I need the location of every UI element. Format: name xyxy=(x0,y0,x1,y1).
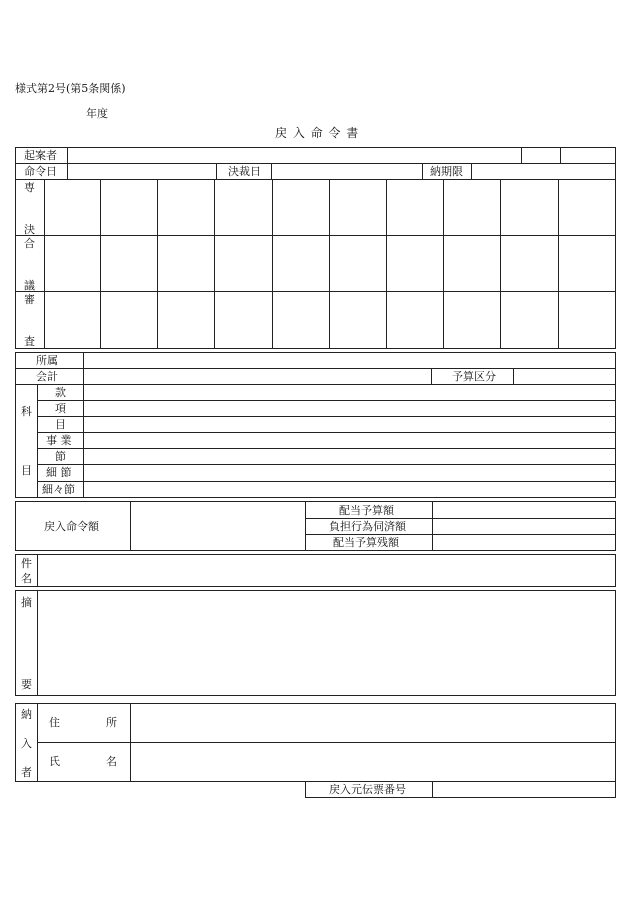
you-char: 要 xyxy=(21,678,32,691)
form-number: 様式第2号(第5条関係) xyxy=(15,82,126,95)
affiliation-label: 所属 xyxy=(36,354,58,367)
saisetsu-label: 細 節 xyxy=(46,466,72,479)
gou-char: 合 xyxy=(24,237,35,250)
col-divider xyxy=(216,163,217,179)
drafter-extra-field-2[interactable] xyxy=(561,148,615,163)
name-field[interactable] xyxy=(131,743,615,781)
budget-category-field[interactable] xyxy=(514,369,615,384)
saisaisetsu-field[interactable] xyxy=(84,482,615,497)
row-divider xyxy=(15,179,616,180)
decision-date-field[interactable] xyxy=(272,164,421,179)
sha-char: 者 xyxy=(21,766,32,779)
kou-field[interactable] xyxy=(84,401,615,416)
col-divider xyxy=(422,163,423,179)
subject-field[interactable] xyxy=(38,555,615,586)
slip-number-label: 戻入元伝票番号 xyxy=(329,783,406,796)
teki-char: 摘 xyxy=(21,596,32,609)
stamp-col-divider xyxy=(329,179,330,349)
remaining-field[interactable] xyxy=(433,535,615,550)
document-title: 戻 入 命 令 書 xyxy=(275,126,360,140)
saisetsu-field[interactable] xyxy=(84,465,615,480)
ken-char: 件 xyxy=(21,557,32,570)
deadline-label: 納期限 xyxy=(430,165,463,178)
stamp-col-divider xyxy=(386,179,387,349)
sa-char: 査 xyxy=(24,335,35,348)
stamp-col-divider xyxy=(558,179,559,349)
committed-label: 負担行為伺済額 xyxy=(329,520,406,533)
setsu-label: 節 xyxy=(55,450,66,463)
row-divider xyxy=(44,235,616,236)
allocated-budget-label: 配当予算額 xyxy=(339,504,394,517)
order-amount-label: 戻入命令額 xyxy=(44,520,99,533)
col-divider xyxy=(431,368,432,384)
drafter-label: 起案者 xyxy=(24,149,57,162)
decision-date-label: 決裁日 xyxy=(228,165,261,178)
accounting-field[interactable] xyxy=(84,369,430,384)
shin-char: 審 xyxy=(24,293,35,306)
stamp-col-divider xyxy=(500,179,501,349)
order-amount-field[interactable] xyxy=(131,502,304,550)
jigyou-label: 事 業 xyxy=(46,434,72,447)
row-divider xyxy=(15,291,616,292)
gi-char: 議 xyxy=(24,279,35,292)
moku-char: 目 xyxy=(21,464,32,477)
fiscal-year-label: 年度 xyxy=(86,107,108,120)
stamp-col-divider xyxy=(443,179,444,349)
order-date-field[interactable] xyxy=(68,164,215,179)
nou-char: 納 xyxy=(21,708,32,721)
kan-label: 款 xyxy=(55,386,66,399)
address-field[interactable] xyxy=(131,704,615,742)
stamp-col-divider xyxy=(272,179,273,349)
setsu-field[interactable] xyxy=(84,449,615,464)
nyu-char: 入 xyxy=(21,737,32,750)
name-label-right: 名 xyxy=(106,755,117,768)
jigyou-field[interactable] xyxy=(84,433,615,448)
stamp-col-divider xyxy=(100,179,101,349)
deadline-field[interactable] xyxy=(472,164,615,179)
ketsu-char: 決 xyxy=(24,223,35,236)
summary-field[interactable] xyxy=(38,591,615,695)
name-label-left: 氏 xyxy=(49,755,60,768)
moku-field[interactable] xyxy=(84,417,615,432)
drafter-extra-field-1[interactable] xyxy=(522,148,559,163)
address-label-left: 住 xyxy=(49,716,60,729)
committed-field[interactable] xyxy=(433,519,615,534)
kou-label: 項 xyxy=(55,402,66,415)
sen-char: 専 xyxy=(24,181,35,194)
address-label-right: 所 xyxy=(106,716,117,729)
budget-category-label: 予算区分 xyxy=(452,370,496,383)
drafter-field[interactable] xyxy=(68,148,520,163)
slip-number-field[interactable] xyxy=(433,782,615,797)
col-divider xyxy=(305,501,306,551)
saisaisetsu-label: 細々節 xyxy=(42,483,75,496)
kan-field[interactable] xyxy=(84,385,615,400)
allocated-budget-field[interactable] xyxy=(433,502,615,518)
stamp-col-divider xyxy=(214,179,215,349)
mei-char: 名 xyxy=(21,572,32,585)
order-date-label: 命令日 xyxy=(24,165,57,178)
moku-label: 目 xyxy=(55,418,66,431)
stamp-col-divider xyxy=(157,179,158,349)
col-divider xyxy=(44,179,45,349)
accounting-label: 会計 xyxy=(36,370,58,383)
ka-char: 科 xyxy=(21,405,32,418)
affiliation-field[interactable] xyxy=(84,353,615,368)
remaining-label: 配当予算残額 xyxy=(333,536,399,549)
col-divider xyxy=(37,384,38,498)
